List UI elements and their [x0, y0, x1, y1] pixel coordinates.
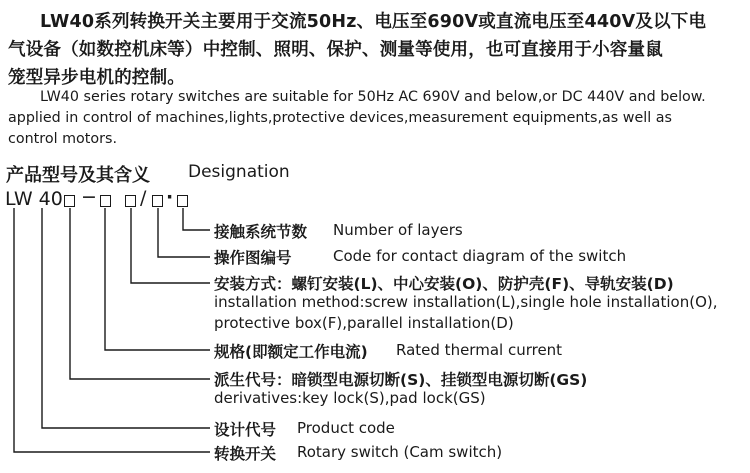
intro-en-line-3: control motors. — [8, 131, 117, 147]
intro-cn-line-2: 气设备（如数控机床等）中控制、照明、保护、测量等使用，也可直接用于小容量鼠 — [8, 40, 663, 60]
model-prefix: LW 40 — [5, 188, 63, 210]
intro-cn-line-3: 笼型异步电机的控制。 — [8, 68, 185, 88]
model-dash: − — [81, 186, 97, 208]
leader-layers — [183, 208, 210, 230]
label-rated-cn: 规格(即额定工作电流) — [214, 343, 368, 361]
label-product-cn: 设计代号 — [214, 421, 277, 439]
label-layers-en: Number of layers — [333, 221, 463, 239]
label-diagram-cn: 操作图编号 — [214, 249, 292, 267]
label-deriv-cn: 派生代号：暗锁型电源切断(S)、挂锁型电源切断(GS) — [214, 371, 588, 389]
model-dot: · — [166, 186, 174, 208]
intro-cn-line-1: LW40系列转换开关主要用于交流50Hz、电压至690V或直流电压至440V及以下电 — [40, 12, 707, 32]
leader-product — [42, 208, 210, 428]
label-deriv-en: derivatives:key lock(S),pad lock(GS) — [214, 389, 486, 407]
label-layers-cn: 接触系统节数 — [214, 223, 308, 241]
label-install-en-2: protective box(F),parallel installation(D) — [214, 314, 514, 332]
label-install-en-1: installation method:screw installation(L),single hole installation(O), — [214, 293, 718, 311]
leader-diagram — [158, 208, 210, 257]
label-rotary-cn: 转换开关 — [214, 445, 277, 463]
leader-derivatives — [70, 208, 210, 379]
section-heading-en: Designation — [188, 162, 290, 182]
label-install-cn: 安装方式：螺钉安装(L)、中心安装(O)、防护壳(F)、导轨安装(D) — [214, 275, 674, 293]
label-rotary-en: Rotary switch (Cam switch) — [297, 443, 503, 461]
section-heading-cn: 产品型号及其含义 — [6, 165, 150, 186]
leader-rotary — [14, 208, 210, 452]
model-slash: / — [140, 187, 147, 209]
label-rated-en: Rated thermal current — [396, 341, 563, 359]
label-diagram-en: Code for contact diagram of the switch — [333, 247, 627, 265]
intro-en-line-1: LW40 series rotary switches are suitable for 50Hz AC 690V and below,or DC 440V and below. — [40, 89, 706, 105]
label-product-en: Product code — [297, 419, 395, 437]
leader-installation — [131, 208, 210, 283]
intro-en-line-2: applied in control of machines,lights,protective devices,measurement equipments,as well as — [8, 110, 672, 126]
